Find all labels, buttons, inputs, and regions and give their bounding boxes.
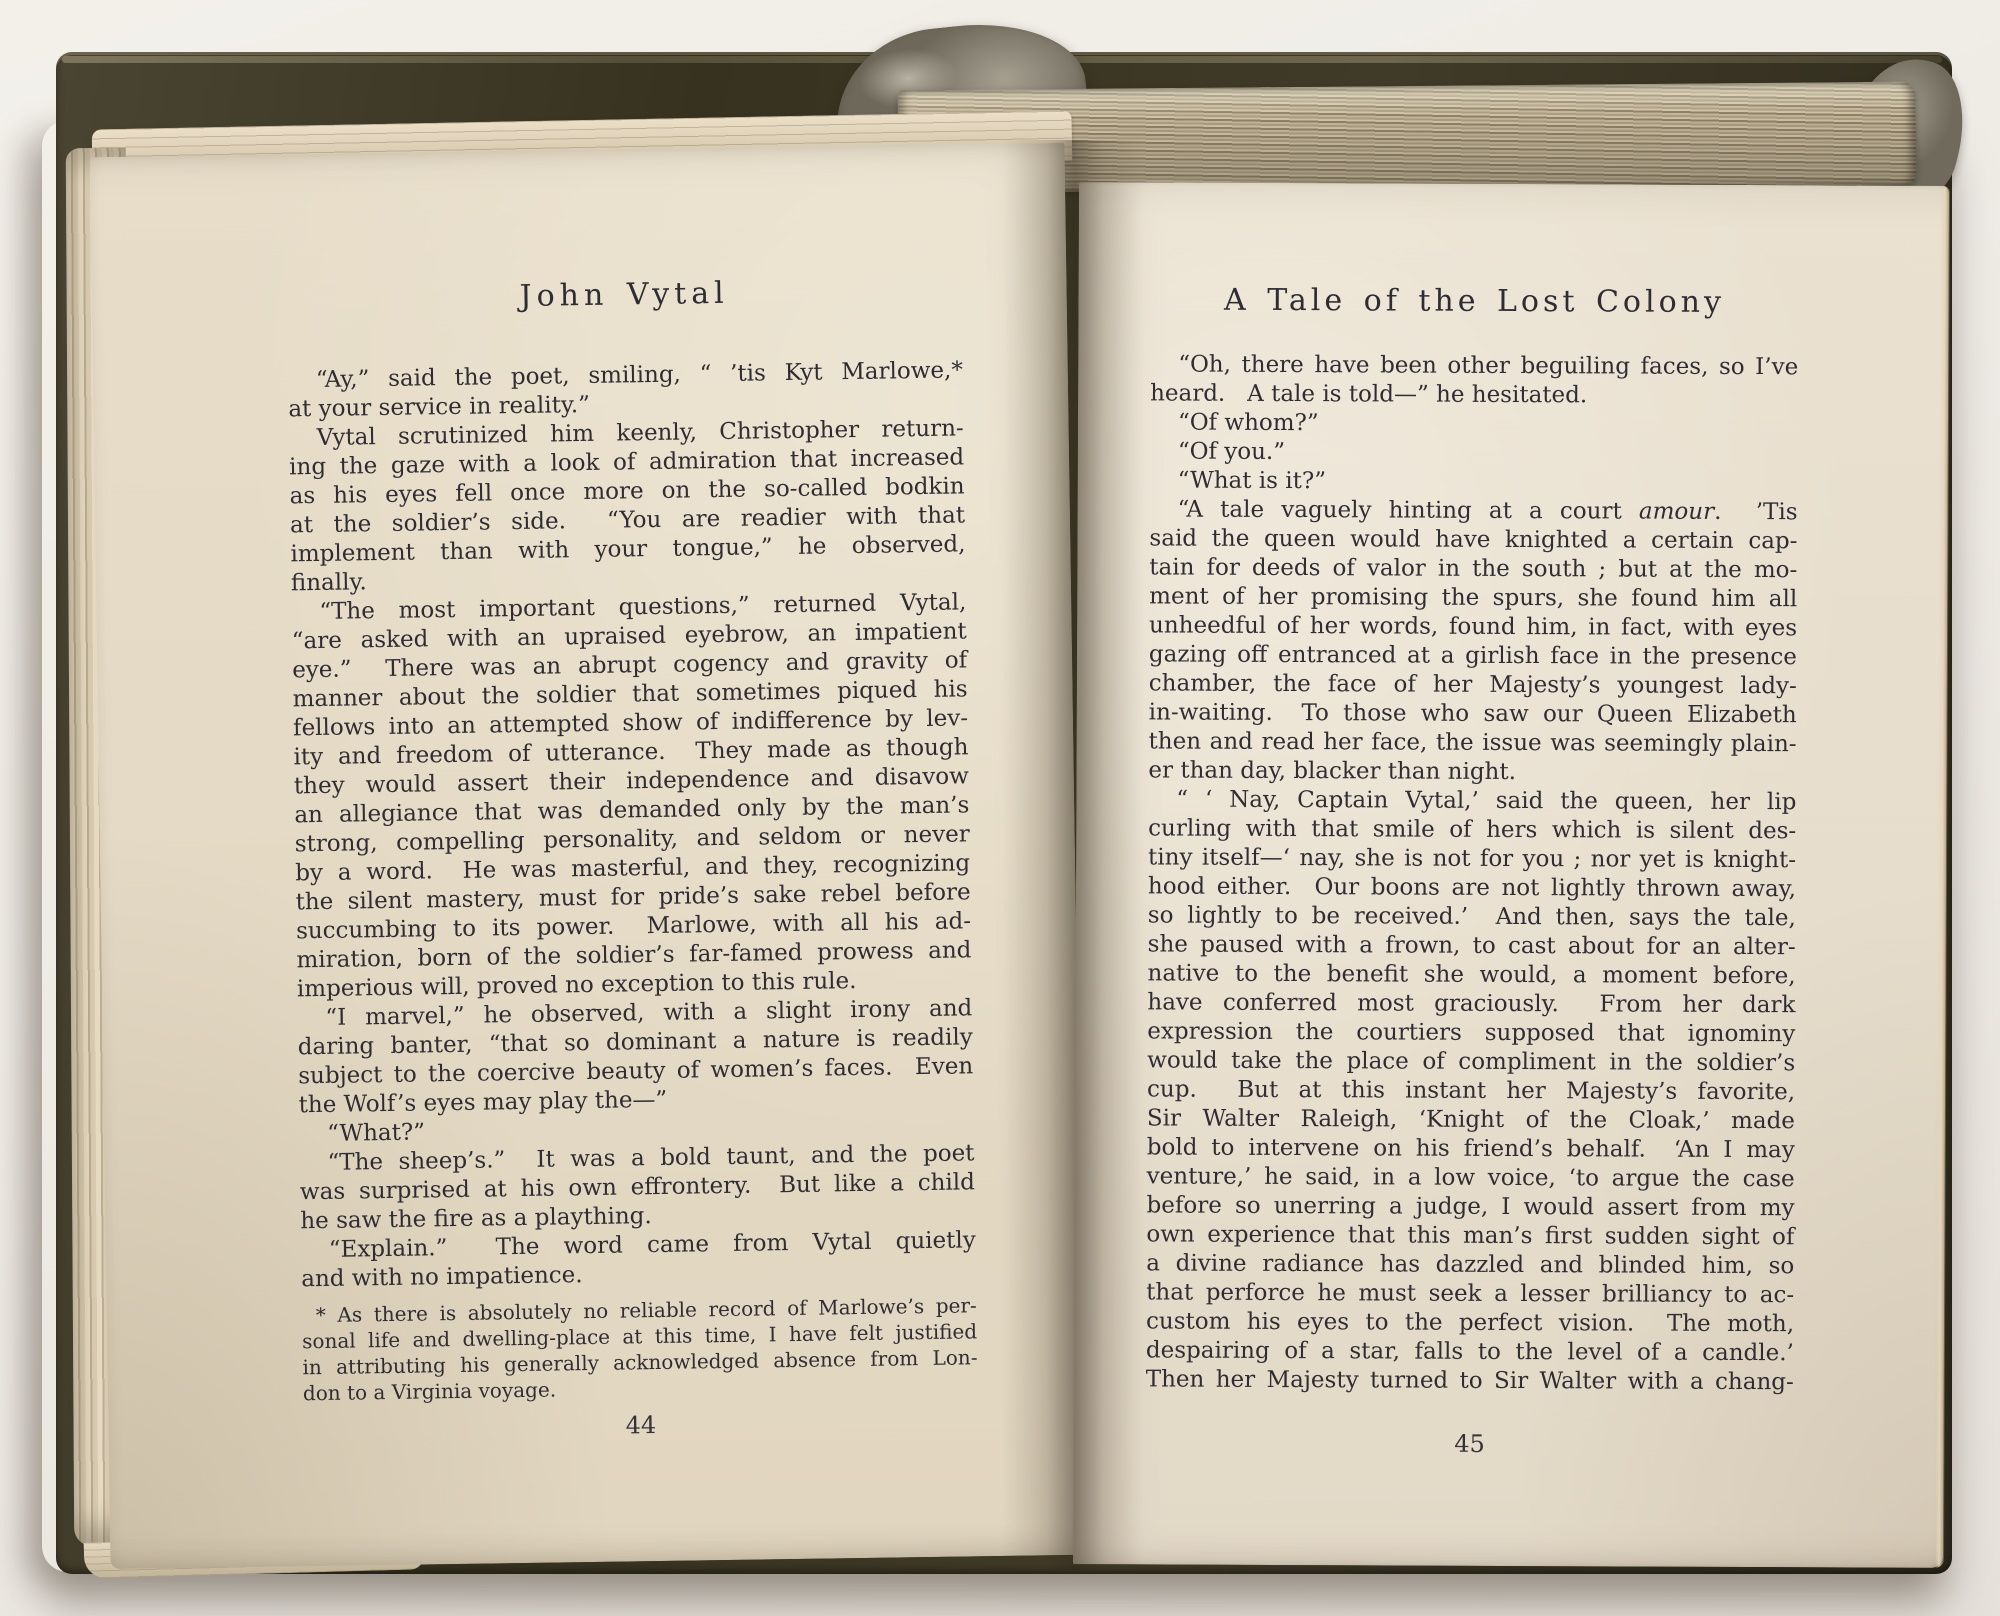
right-page-text xyxy=(1146,350,1799,1397)
text-line: tain for deeds of valor in the south ; but at the mo- xyxy=(1149,554,1798,584)
text-line: “Of whom?” xyxy=(1177,409,1319,437)
text-line: don to a Virginia voyage. xyxy=(302,1377,557,1406)
text-line: at your service in reality.” xyxy=(288,391,591,423)
text-line: ity and freedom of utterance. They made as though xyxy=(293,734,969,771)
right-page-number: 45 xyxy=(1454,1429,1485,1458)
text-line: bold to intervene on his friend’s behalf. ‘An I may xyxy=(1146,1134,1795,1164)
text-line: hood either. Our boons are not lightly thrown away, xyxy=(1147,873,1796,903)
paragraph xyxy=(1150,408,1798,440)
text-line: venture,’ he said, in a low voice, ‘to argue the case xyxy=(1146,1163,1795,1193)
left-page-text xyxy=(288,356,977,1294)
text-line: succumbing to its power. Marlowe, with all his ad- xyxy=(295,908,972,945)
text-line: that perforce he must seek a lesser brilliancy to ac- xyxy=(1146,1279,1795,1309)
text-line: curling with that smile of hers which is silent des- xyxy=(1148,815,1797,845)
text-line: then and read her face, the issue was seemingly plain- xyxy=(1148,728,1797,758)
paragraph xyxy=(297,994,974,1120)
text-line: fellows into an attempted show of indifference by lev- xyxy=(292,705,969,742)
paragraph xyxy=(1150,437,1798,469)
left-page xyxy=(90,143,1086,1569)
paragraph xyxy=(1150,466,1798,498)
text-line: Then her Majesty turned to Sir Walter with a chang- xyxy=(1145,1366,1794,1396)
text-line: tiny itself—‘ nay, she is not for you ; nor yet is knight- xyxy=(1148,844,1797,874)
text-line: subject to the coercive beauty of women’s faces. Even xyxy=(298,1053,974,1090)
text-line: she paused with a frown, to cast about for an alter- xyxy=(1147,931,1796,961)
text-line: was surprised at his own effrontery. But like a child xyxy=(299,1169,976,1206)
text-line: custom his eyes to the perfect vision. The moth, xyxy=(1145,1308,1795,1338)
right-page-header: A Tale of the Lost Colony xyxy=(1223,282,1726,320)
text-line: er than day, blacker than night. xyxy=(1148,757,1516,786)
text-line: cup. But at this instant her Majesty’s favorite, xyxy=(1147,1076,1796,1106)
text-line: daring banter, “that so dominant a nature is readily xyxy=(297,1024,973,1061)
paragraph xyxy=(1146,785,1797,1397)
text-line: the Wolf’s eyes may play the—” xyxy=(298,1086,668,1119)
text-line: sonal life and dwelling-place at this time, I have felt justified xyxy=(301,1319,978,1354)
paragraph xyxy=(1148,495,1797,788)
text-line: chamber, the face of her Majesty’s youngest lady- xyxy=(1148,670,1797,700)
text-line: “I marvel,” he observed, with a slight irony and xyxy=(325,995,973,1031)
text-line: “Explain.” The word came from Vytal quietly xyxy=(328,1227,976,1263)
text-line: before so unerring a judge, I would assert from my xyxy=(1146,1192,1795,1222)
text-line: have conferred most graciously. From her dark xyxy=(1147,989,1796,1019)
text-line: expression the courtiers supposed that ignominy xyxy=(1147,1018,1796,1048)
text-line: would take the place of compliment in the soldier’s xyxy=(1147,1047,1796,1077)
text-line: “What is it?” xyxy=(1177,467,1327,495)
text-line: imperious will, proved no exception to this rule. xyxy=(296,968,857,1003)
text-line: manner about the soldier that sometimes piqued his xyxy=(292,676,968,713)
left-page-footnote xyxy=(302,1292,978,1406)
text-line: “are asked with an upraised eyebrow, an impatient xyxy=(291,618,967,655)
text-line: by a word. He was masterful, and they, recognizing xyxy=(295,850,971,887)
text-line: ing the gaze with a look of admiration that increased xyxy=(289,444,965,481)
text-line: in-waiting. To those who saw our Queen Elizabeth xyxy=(1148,699,1797,729)
text-line: they would assert their independence and disavow xyxy=(293,763,970,800)
text-line: miration, born of the soldier’s far-famed prowess and xyxy=(296,937,972,974)
text-line: an allegiance that was demanded only by the man’s xyxy=(294,792,970,829)
text-line: implement than with your tongue,” he observed, xyxy=(290,531,966,568)
left-page-number: 44 xyxy=(625,1411,657,1440)
text-line: eye.” There was an abrupt cogency and gravity of xyxy=(292,647,968,684)
text-line: in attributing his generally acknowledged absence from Lon- xyxy=(302,1345,978,1380)
text-line: heard. A tale is told—” he hesitated. xyxy=(1150,380,1588,409)
text-line: and with no impatience. xyxy=(301,1262,583,1293)
text-line: “Oh, there have been other beguiling faces, so I’ve xyxy=(1178,351,1799,381)
right-page xyxy=(1073,182,1949,1568)
text-line: native to the benefit she would, a moment before, xyxy=(1147,960,1796,990)
paragraph xyxy=(301,1226,977,1294)
text-line: “Of you.” xyxy=(1177,438,1286,466)
left-page-header: John Vytal xyxy=(519,275,730,314)
text-line: “The most important questions,” returned Vytal, xyxy=(319,589,967,625)
text-line: he saw the fire as a plaything. xyxy=(300,1203,652,1235)
text-line: at the soldier’s side. “You are readier with that xyxy=(289,502,966,539)
paragraph xyxy=(291,588,972,1004)
text-line: despairing of a star, falls to the level of a candle.’ xyxy=(1145,1337,1794,1367)
paragraph xyxy=(302,1292,978,1406)
text-line: a divine radiance has dazzled and blinded him, so xyxy=(1146,1250,1795,1280)
paragraph xyxy=(288,356,964,424)
text-line: ment of her promising the spurs, she found him all xyxy=(1149,583,1798,613)
text-line: * As there is absolutely no reliable record of Marlowe’s per- xyxy=(315,1293,977,1328)
text-line: strong, compelling personality, and seldom or never xyxy=(294,821,970,858)
text-line: “What?” xyxy=(326,1119,426,1147)
text-line: Sir Walter Raleigh, ‘Knight of the Cloak,’ made xyxy=(1146,1105,1795,1135)
text-line: gazing off entranced at a girlish face in the presence xyxy=(1148,641,1798,671)
text-line: “A tale vaguely hinting at a court amour. ’Tis xyxy=(1177,496,1798,526)
text-line: Vytal scrutinized him keenly, Christopher return- xyxy=(316,415,964,451)
text-line: “Ay,” said the poet, smiling, “ ’tis Kyt Marlowe,* xyxy=(315,357,964,393)
text-line: finally. xyxy=(290,569,367,597)
paragraph xyxy=(299,1139,975,1236)
text-line: said the queen would have knighted a certain cap- xyxy=(1149,525,1798,555)
text-line: own experience that this man’s first sudden sight of xyxy=(1146,1221,1795,1251)
text-line: unheedful of her words, found him, in fact, with eyes xyxy=(1149,612,1798,642)
text-line: the silent mastery, must for pride’s sake rebel before xyxy=(295,879,971,916)
paragraph xyxy=(1150,350,1798,411)
paragraph xyxy=(289,414,967,598)
text-line: “The sheep’s.” It was a bold taunt, and the poet xyxy=(327,1140,975,1176)
text-line: as his eyes fell once more on the so-called bodkin xyxy=(289,473,965,510)
text-line: “ ‘ Nay, Captain Vytal,’ said the queen, her lip xyxy=(1176,786,1797,816)
text-line: so lightly to be received.’ And then, says the tale, xyxy=(1147,902,1796,932)
